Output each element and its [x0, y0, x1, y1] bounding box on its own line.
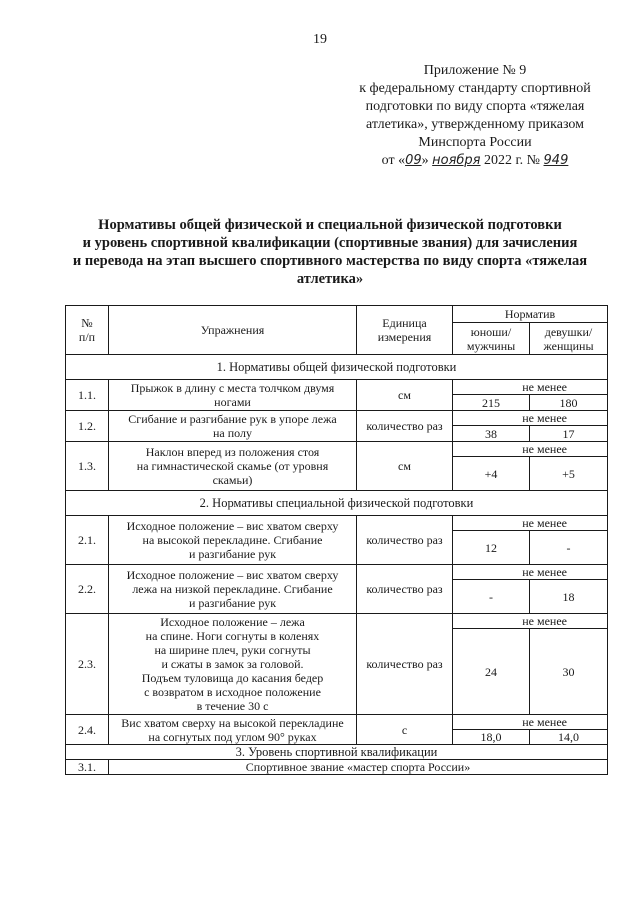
appendix-line: подготовки по виду спорта «тяжелая	[365, 99, 585, 114]
exercise-cell: Вис хватом сверху на высокой перекладине на согнутых под углом 90° руках	[109, 715, 357, 745]
page-number: 19	[313, 32, 327, 47]
exercise-cell: Сгибание и разгибание рук в упоре лежа на полу	[109, 411, 357, 442]
exercise-cell: Исходное положение – лежа на спине. Ноги согнуты в коленях на ширине плеч, руки согнуты и сжаты в замок за головой. Подъем туловища до касания бедер с возвратом в исходное положение в течение 30 с	[109, 614, 357, 715]
girls-value: 17	[530, 426, 608, 442]
unit-cell: количество раз	[357, 565, 453, 614]
section-title: 2. Нормативы специальной физической подготовки	[66, 491, 608, 516]
girls-value: 14,0	[530, 730, 608, 745]
norms-table	[65, 305, 608, 775]
header-boys: юноши/ мужчины	[453, 323, 530, 355]
header-exercise: Упражнения	[109, 306, 357, 355]
header-norm: Норматив	[453, 306, 608, 323]
girls-value: 18	[530, 580, 608, 614]
norm-label: не менее	[453, 715, 608, 730]
unit-cell: с	[357, 715, 453, 745]
boys-value: 18,0	[453, 730, 530, 745]
girls-value: 30	[530, 629, 608, 715]
row-number: 2.2.	[66, 565, 109, 614]
appendix-line: к федеральному стандарту спортивной	[359, 81, 591, 96]
girls-value: +5	[530, 457, 608, 491]
row-number: 1.3.	[66, 442, 109, 491]
norm-label: не менее	[453, 565, 608, 580]
appendix-block	[340, 62, 610, 170]
row-number: 1.1.	[66, 380, 109, 411]
handwritten-day: 09	[405, 153, 422, 168]
header-number: № п/п	[66, 306, 109, 355]
row-number: 3.1.	[66, 760, 109, 775]
exercise-cell: Прыжок в длину с места толчком двумя ногами	[109, 380, 357, 411]
exercise-cell: Исходное положение – вис хватом сверху на высокой перекладине. Сгибание и разгибание рук	[109, 516, 357, 565]
section-title: 3. Уровень спортивной квалификации	[66, 745, 608, 760]
norm-label: не менее	[453, 614, 608, 629]
document-title: Нормативы общей физической и специальной физической подготовки и уровень спортивной квалификации (спортивные звания) для зачисления и перевода на этап высшего спортивного мастерства по виду спорта «тяжелая атлетика»	[72, 217, 588, 287]
row-number: 2.4.	[66, 715, 109, 745]
handwritten-order-number: 949	[543, 153, 569, 168]
handwritten-month: ноября	[432, 153, 481, 168]
norm-label: не менее	[453, 516, 608, 531]
row-number: 2.3.	[66, 614, 109, 715]
qualification-text: Спортивное звание «мастер спорта России»	[109, 760, 608, 775]
boys-value: -	[453, 580, 530, 614]
exercise-cell: Наклон вперед из положения стоя на гимнастической скамье (от уровня скамьи)	[109, 442, 357, 491]
boys-value: +4	[453, 457, 530, 491]
unit-cell: см	[357, 442, 453, 491]
header-girls: девушки/ женщины	[530, 323, 608, 355]
boys-value: 12	[453, 531, 530, 565]
appendix-line: Минспорта России	[418, 135, 532, 150]
norm-label: не менее	[453, 442, 608, 457]
girls-value: -	[530, 531, 608, 565]
unit-cell: количество раз	[357, 411, 453, 442]
norm-label: не менее	[453, 380, 608, 395]
unit-cell: количество раз	[357, 614, 453, 715]
exercise-cell: Исходное положение – вис хватом сверху лежа на низкой перекладине. Сгибание и разгибание рук	[109, 565, 357, 614]
section-title: 1. Нормативы общей физической подготовки	[66, 355, 608, 380]
unit-cell: см	[357, 380, 453, 411]
norm-label: не менее	[453, 411, 608, 426]
boys-value: 38	[453, 426, 530, 442]
order-date-line: от «09» ноября 2022 г. № 949	[381, 153, 569, 168]
header-unit: Единица измерения	[357, 306, 453, 355]
appendix-title: Приложение № 9	[423, 63, 527, 78]
boys-value: 215	[453, 395, 530, 411]
unit-cell: количество раз	[357, 516, 453, 565]
row-number: 1.2.	[66, 411, 109, 442]
appendix-line: атлетика», утвержденному приказом	[365, 117, 584, 132]
row-number: 2.1.	[66, 516, 109, 565]
boys-value: 24	[453, 629, 530, 715]
girls-value: 180	[530, 395, 608, 411]
